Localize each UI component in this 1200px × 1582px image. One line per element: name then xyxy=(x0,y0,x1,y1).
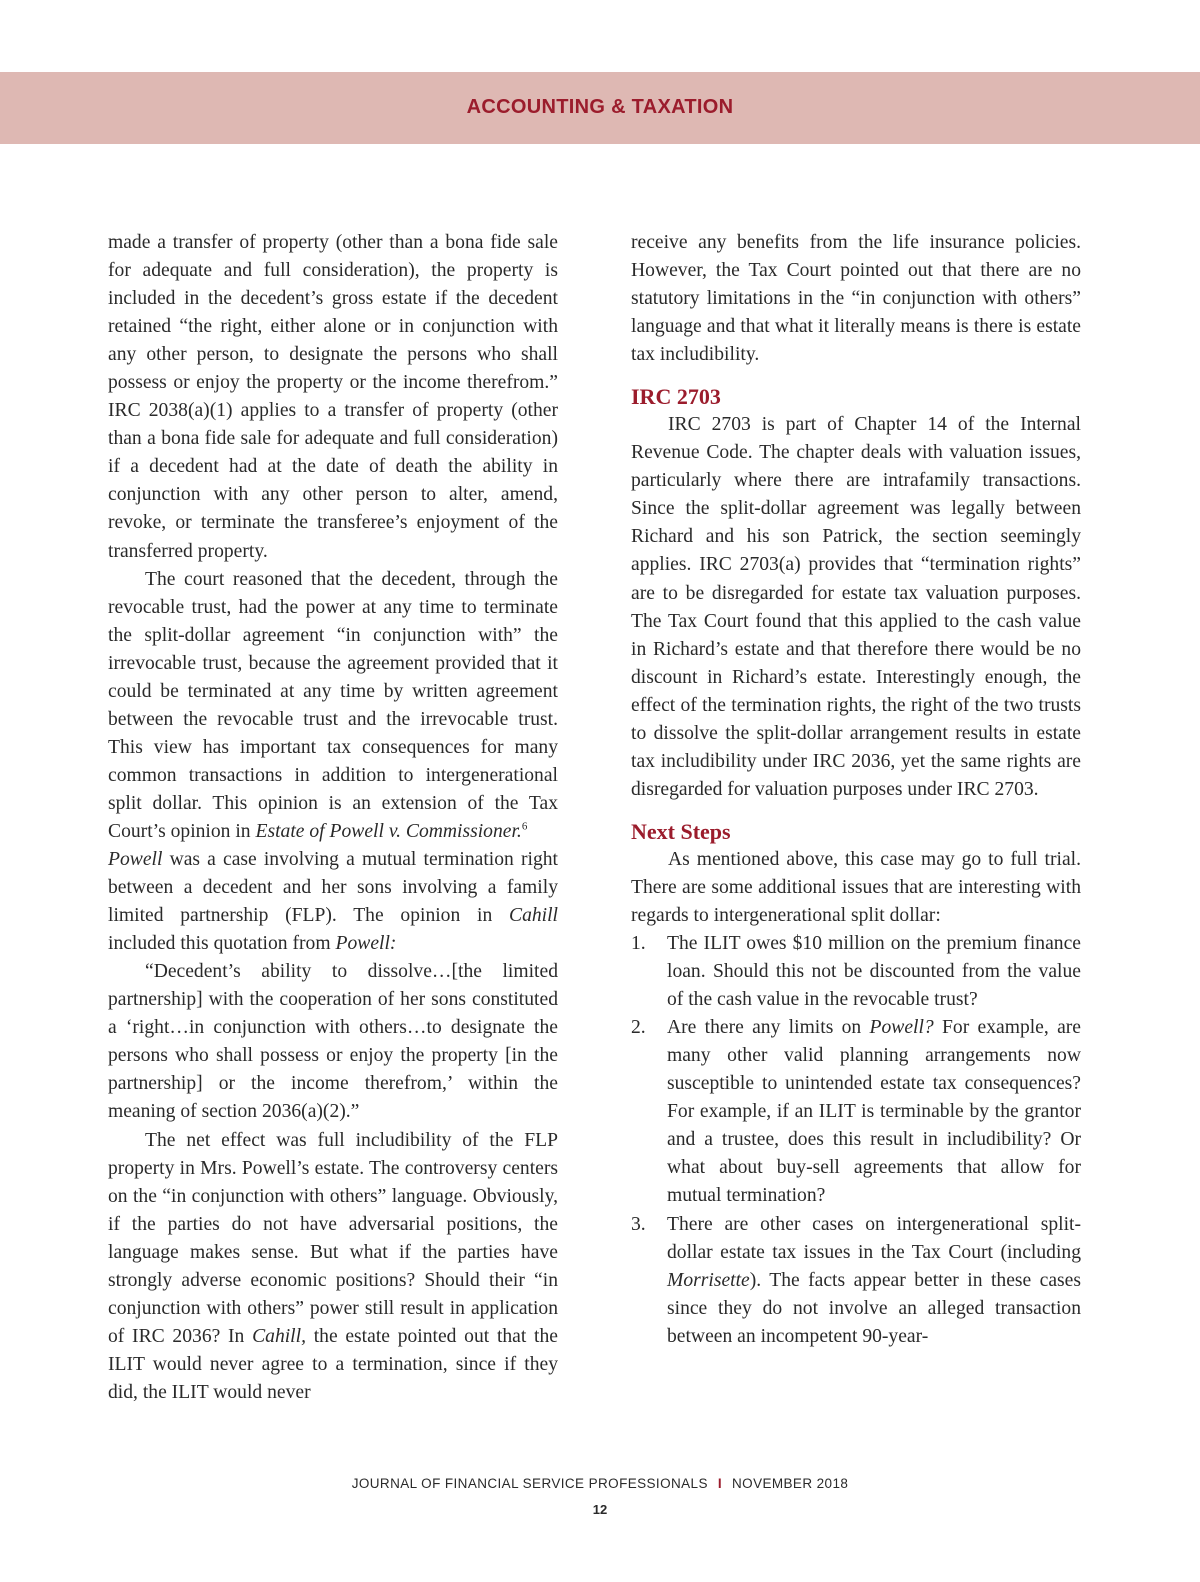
right-paragraph-3: As mentioned above, this case may go to full trial. There are some additional issues that are interesting with regards to intergenerational split dollar: xyxy=(631,848,1081,926)
text-run: was a case involving a mutual termination right between a decedent and her sons involving a family limited partnership (FLP). The opinion in xyxy=(108,849,558,927)
right-column xyxy=(631,229,1081,1351)
text-run: The court reasoned that the decedent, through the revocable trust, had the power at any time to terminate the split-dollar agreement “in conjunction with” the irrevocable trust, because the agreement provided that it could be terminated at any time by written agreement between the revocable trust and the irrevocable trust. This view has important tax consequences for many common transactions in addition to intergenerational split dollar. This opinion is an extension of the Tax Court’s opinion in xyxy=(108,568,558,842)
right-paragraph-1: receive any benefits from the life insurance policies. However, the Tax Court pointed out that there are no statutory limitations in the “in conjunction with others” language and that what it literally means is there is estate tax includibility. xyxy=(631,232,1081,366)
list-number: 2. xyxy=(631,1017,646,1039)
list-item xyxy=(631,1211,1081,1351)
text-run: the estate pointed out that the ILIT would never agree to a termination, since if they did, the ILIT would never xyxy=(108,1325,558,1403)
section-title: ACCOUNTING & TAXATION xyxy=(466,96,734,118)
list-item xyxy=(631,930,1081,1014)
issue-date: NOVEMBER 2018 xyxy=(732,1476,849,1491)
case-name: Morrisette xyxy=(667,1269,750,1291)
case-name: Cahill, xyxy=(252,1325,306,1347)
journal-name: JOURNAL OF FINANCIAL SERVICE PROFESSIONALS xyxy=(351,1476,708,1491)
case-name: Powell xyxy=(108,849,163,871)
block-quotation: “Decedent’s ability to dissolve…[the limited partnership] with the cooperation of her sons constituted a ‘right…in conjunction with others…to designate the persons who shall possess or enjoy the property [in the partnership] or the income therefrom,’ within the meaning of section 2036(a)(2).” xyxy=(108,961,558,1123)
page-footer xyxy=(0,1476,1200,1491)
text-run: included this quotation from xyxy=(108,933,336,955)
heading-next-steps: Next Steps xyxy=(631,818,731,844)
case-name: Cahill xyxy=(509,905,558,927)
case-name: Powell? xyxy=(869,1017,934,1039)
right-paragraph-2: IRC 2703 is part of Chapter 14 of the Internal Revenue Code. The chapter deals with valuation issues, particularly where there are intrafamily transactions. Since the split-dollar agreement was legally between Richard and his son Patrick, the section seemingly applies. IRC 2703(a) provides that “termination rights” are to be disregarded for estate tax valuation purposes. The Tax Court found that this applied to the cash value in Richard’s estate and that therefore there would be no discount in Richard’s estate. Interestingly enough, the effect of the termination rights, the right of the two trusts to dissolve the split-dollar arrangement results in estate tax includibility under IRC 2036, yet the same rights are disregarded for valuation purposes under IRC 2703. xyxy=(631,414,1081,800)
left-column xyxy=(108,229,558,1407)
left-paragraph-1: made a transfer of property (other than a bona fide sale for adequate and full consideration), the property is included in the decedent’s gross estate if the decedent retained “the right, either alone or in conjunction with any other person, to designate the persons who shall possess or enjoy the property or the income therefrom.” IRC 2038(a)(1) applies to a transfer of property (other than a bona fide sale for adequate and full consideration) if a decedent had at the date of death the ability in conjunction with any other person to alter, amend, revoke, or terminate the transferee’s enjoyment of the transferred property. xyxy=(108,232,558,562)
footer-separator: I xyxy=(717,1476,723,1491)
issues-list xyxy=(631,930,1081,1351)
text-run: Are there any limits on xyxy=(667,1017,870,1039)
page-number: 12 xyxy=(592,1502,608,1517)
text-run: For example, are many other valid planning arrangements now susceptible to unintended estate tax consequences? For example, if an ILIT is terminable by the grantor and a trustee, does this result in includibility? Or what about buy-sell agreements that allow for mutual termination? xyxy=(667,1017,1081,1207)
list-item xyxy=(631,1014,1081,1210)
left-paragraph-3 xyxy=(108,1127,558,1407)
text-run: The ILIT owes $10 million on the premium finance loan. Should this not be discounted from the value of the cash value in the revocable trust? xyxy=(667,933,1081,1011)
case-name: Powell: xyxy=(335,933,397,955)
heading-irc-2703: IRC 2703 xyxy=(631,384,721,410)
footnote-ref: 6 xyxy=(521,820,528,833)
section-header-band xyxy=(0,72,1200,144)
left-paragraph-2 xyxy=(108,566,558,959)
text-run: The net effect was full includibility of the FLP property in Mrs. Powell’s estate. The controversy centers on the “in conjunction with others” language. Obviously, if the parties do not have adversarial positions, the language makes sense. But what if the parties have strongly adverse economic positions? Should their “in conjunction with others” power still result in application of IRC 2036? In xyxy=(108,1129,558,1347)
text-run: ). The facts appear better in these cases since they do not involve an alleged transaction between an incompetent 90-year- xyxy=(667,1269,1081,1347)
list-number: 1. xyxy=(631,933,646,955)
case-citation: Estate of Powell v. Commissioner. xyxy=(255,820,522,842)
list-number: 3. xyxy=(631,1213,646,1235)
text-run: There are other cases on intergenerational split-dollar estate tax issues in the Tax Court (including xyxy=(667,1213,1081,1263)
